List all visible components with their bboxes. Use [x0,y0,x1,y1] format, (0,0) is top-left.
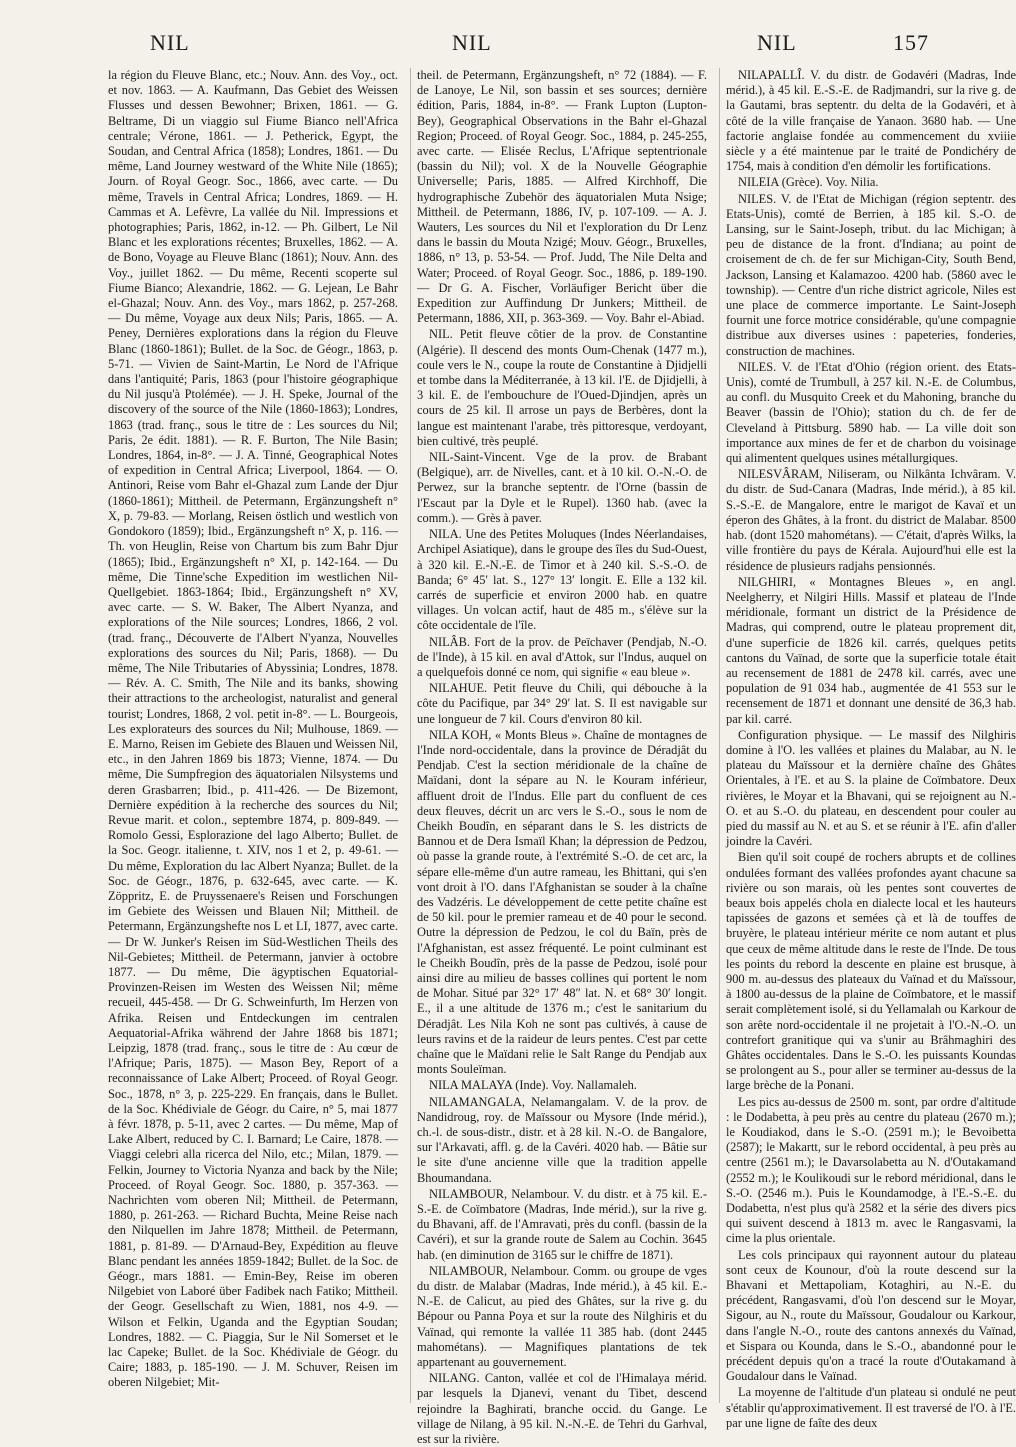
paragraph-cols: Les cols principaux qui rayonnent autour du plateau sont ceux de Kounour, d'où la route descend sur la Bhavani et Mettapoliam, Kotaghiri, au N.-E. du précédent, Rangasvami, d'où l'on descend sur le Moyar, Sigour, au N., route du Maïssour, Goudalour ou Karkour, dans l'angle N.-O., route des cantons annexés du Vaïnad, et Sispara ou Kounda, dans le S.-O., abandonné pour le précédent depuis qu'on a tracé la route d'Outakamand à Goudalour dans le Vaïnad. [726,1247,1016,1384]
column-divider [719,68,720,1403]
entry-nilapalli: NILAPALLÎ. V. du distr. de Godavéri (Madras, Inde mérid.), à 45 kil. E.-S.-E. de Radjmandri, sur la rive g. de la Gautami, bras septentr. du delta de la Godavéri, et à côté de la ville française de Yanaon. 3680 hab. — Une factorie anglaise fondée au commencement du xviiie siècle y a été maintenue par le traité de Pondichéry de 1754, mais à condition d'en démolir les fortifications. [726,68,1016,174]
running-head [0,30,1000,60]
entry-nil-algerie: NIL. Petit fleuve côtier de la prov. de Constantine (Algérie). Il descend des monts Oum-Chenak (1477 m.), coule vers le N., coupe la route de Constantine à Djidjelli et tombe dans la Méditerranée, à 13 kil. l'E. de Djidjelli, à 3 kil. E. de l'embouchure de l'Oued-Djindjen, après un cours de 25 kil. Il arrose un pays de Berbères, dont la langue est maintenant l'arabe, très pittoresque, verdoyant, bien cultivé, très peuplé. [417,327,707,448]
paragraph-pics: Les pics au-dessus de 2500 m. sont, par ordre d'altitude : le Dodabetta, à peu près au centre du plateau (2670 m.); le Koudiakod, dans le S.-O. (2591 m.); le Bevoibetta (2587); le Makartt, sur le rebord occidental, à peu près au centre (2561 m.); le Davarsolabetta au N. d'Outakamand (2552 m.); le Koulikoudi sur le rebord méridional, dans le S.-O. (2546 m.). Puis le Koundamodge, à l'E.-S.-E. du Dodabetta, n'est plus qu'à 2582 et la série des divers pics qui suivent descend à 1813 m. avec le Rangasvami, la cime la plus orientale. [726,1094,1016,1246]
paragraph-plateau: Bien qu'il soit coupé de rochers abrupts et de collines ondulées formant des vallées profondes ayant chacune sa rivière ou son marais, où les pentes sont couvertes de beaux bois appelés chola en dialecte local et les hauteurs tapissées de gazons et semées çà et là de touffes de bruyère, le plateau intérieur mérite ce nom autant et plus que ceux de même altitude dans le reste de l'Inde. De tous les points du rebord la descente en plaine est brusque, à 900 m. au-dessus des plateaux du Vaïnad et du Maïssour, à 1800 au-dessus de la plaine de Coïmbatore, et le massif serait complètement isolé, si du Yellamalah ou Karkour de son arête nord-occidentale il ne projetait à l'O.-N.-O. un contrefort granitique qui va s'unir au Brâhmaghiri des Ghâtes occidentales. Dans le S.-O. les puissants Koundas se prolongent au S., pour aller se terminer au-dessus de la large brèche de la Ponani. [726,850,1016,1093]
bibliography-continuation: theil. de Petermann, Ergänzungsheft, n° 72 (1884). — F. de Lanoye, Le Nil, son bassin et ses sources; dernière édition, Paris, 1884, in-8°. — Frank Lupton (Lupton-Bey), Geographical Observations in the Bahr el-Ghazal Region; Proceed. of Royal Geogr. Soc., 1884, p. 245-255, avec carte. — Elisée Reclus, L'Afrique septentrionale (bassin du Nil); vol. X de la Nouvelle Géographie Universelle; Paris, 1885. — Alfred Kirchhoff, Die hydrographische Zubehör des äquatorialen Muta Nsige; Mittheil. de Petermann, 1886, IV, p. 107-109. — A. J. Wauters, Les sources du Nil et l'exploration du Dr Lenz dans le bassin du Mouta Nzigé; Mouv. Géogr., Bruxelles, 1886, n° 13, p. 53-54. — Prof. Judd, The Nile Delta and Water; Proceed. of Royal Geogr. Soc., 1886, p. 189-190. — Dr G. A. Fischer, Vorläufiger Bericht über die Expedition zur Auffindung Dr Junkers; Mittheil. de Petermann, 1886, XII, p. 363-369. — Voy. Bahr el-Abiad. [417,68,707,326]
entry-niles-ohio: NILES. V. de l'Etat d'Ohio (région orient. des Etats-Unis), comté de Trumbull, à 257 kil. N.-E. de Columbus, au confl. du Musquito Creek et du Mahoning, branche du Beaver (bassin de l'Ohio); station du ch. de fer de Cleveland à Pittsburg. 5890 hab. — La ville doit son importance aux mines de fer et de charbon du voisinage qui alimentent quelques usines métallurgiques. [726,359,1016,466]
entry-nilahue: NILAHUE. Petit fleuve du Chili, qui débouche à la côte du Pacifique, par 34° 29′ lat. S. Il est navigable sur une longueur de 7 kil. Cours d'environ 80 kil. [417,681,707,726]
bibliography-continuation: la région du Fleuve Blanc, etc.; Nouv. Ann. des Voy., oct. et nov. 1863. — A. Kaufmann, Das Gebiet des Weissen Flusses und dessen Bewohner; Brixen, 1861. — G. Beltrame, Di un viaggio sul Fiume Bianco nell'Africa centrale; Vérone, 1861. — J. Petherick, Egypt, the Soudan, and Central Africa (1858); Londres, 1861. — Du même, Land Journey westward of the White Nile (1865); Journ. of Royal Geogr. Soc., 1866, avec carte. — Du même, Travels in Central Africa; Londres, 1869. — H. Cammas et A. Lefèvre, La vallée du Nil. Impressions et photographies; Paris, 1862, in-12. — Ph. Gilbert, Le Nil Blanc et les explorations récentes; Bruxelles, 1862. — A. de Bono, Voyage au Fleuve Blanc (1861); Nouv. Ann. des Voy., juillet 1862. — Du même, Recenti scoperte sul Fiume Bianco; Alexandrie, 1862. — G. Lejean, Le Bahr el-Ghazal; Nouv. Ann. des Voy., mars 1862, p. 257-268. — Du même, Voyage aux deux Nils; Paris, 1865. — A. Peney, Dernières explorations dans la région du Fleuve Blanc (1860-1861); Bullet. de la Soc. de Géogr., 1863, p. 5-71. — Vivien de Saint-Martin, Le Nord de l'Afrique dans l'antiquité; Paris, 1863 (pour l'histoire géographique du Nil jusqu'à Ptolémée). — J. H. Speke, Journal of the discovery of the source of the Nile (1860-1863); Londres, 1863 (trad. franç., sous le titre de : Les sources du Nil; Paris, 2e édit. 1881). — R. F. Burton, The Nile Basin; Londres, 1864, in-8°. — J. A. Tinné, Geographical Notes of expedition in Central Africa; Liverpool, 1864. — O. Antinori, Reise vom Bahr el-Ghazal zum Lande der Djur (1860-1861); Mittheil. de Petermann, Ergänzungsheft n° X, p. 79-83. — Morlang, Reisen östlich und westlich von Gondokoro (1859); Ibid., Ergänzungsheft n° X, p. 116. — Th. von Heuglin, Reise von Chartum bis zum Bahr Djur (1865); Ibid., Ergänzungsheft n° XI, p. 142-164. — Du même, Die Tinne'sche Expedition im westlichen Nil-Quellgebiet. 1863-1864; Ibid., Ergänzungsheft n° XV, avec carte. — S. W. Baker, The Albert Nyanza, and explorations of the Nile sources; Londres, 1866, 2 vol. (trad. franç., Découverte de l'Albert N'yanza, Nouvelles explorations des sources du Nil; Paris, 1868). — Du même, The Nile Tributaries of Abyssinia; Londres, 1878. — Rév. A. C. Smith, The Nile and its banks, showing their attractions to the archeologist, naturalist and general tourist; Londres, 1868, 2 vol. petit in-8°. — L. Bourgeois, Les explorateurs des sources du Nil; Mulhouse, 1869. — E. Marno, Reisen im Gebiete des Blauen und Weissen Nil, etc., in den Jahren 1869 bis 1873; Vienne, 1874. — Du même, Die Sumpfregion des äquatorialen Nilsystems und deren Grasbarren; Ibid., p. 411-426. — De Bizemont, Dernière expédition à la recherche des sources du Nil; Revue marit. et colon., septembre 1874, p. 809-849. — Romolo Gessi, Esplorazione del lago Alberto; Bullet. de la Soc. Geogr. italienne, t. XIV, nos 1 et 2, p. 49-61. — Du même, Exploration du lac Albert Nyanza; Bullet. de la Soc. de Géogr., 1876, p. 632-645, avec carte. — K. Zöppritz, E. de Pruyssenaere's Reisen und Forschungen im Gebiete des Weissen und Blauen Nil; Mittheil. de Petermann, Ergänzungshefte nos L et LI, 1877, avec carte. — Dr W. Junker's Reisen im Süd-Westlichen Theils des Nil-Gebietes; Mittheil. de Petermann, janvier à octobre 1877. — Du même, Die ägyptischen Equatorial-Provinzen-Reisen im Westen des Weissen Nil; même recueil, 445-458. — Dr G. Schweinfurth, Im Herzen von Afrika. Reisen und Entdeckungen im centralen Aequatorial-Afrika während der Jahre 1868 bis 1871; Leipzig, 1878 (trad. franç., sous le titre de : Au cœur de l'Afrique; Paris, 1875). — Mason Bey, Report of a reconnaissance of Lake Albert; Proceed. of Royal Geogr. Soc., 1878, n° 3, p. 225-229. En français, dans le Bullet. de la Soc. Khédiviale de Géogr. du Caire, n° 5, mai 1877 à févr. 1878, p. 5-11, avec 2 cartes. — Du même, Map of Lake Albert, reduced by C. I. Barnard; Le Caire, 1878. — Viaggi celebri alla ricerca del Nilo, etc.; Milan, 1879. — Felkin, Journey to Victoria Nyanza and back by the Nile; Proceed. of Royal Geogr. Soc. 1880, p. 357-363. — Nachrichten vom oberen Nil; Mittheil. de Petermann, 1880, p. 261-263. — Richard Buchta, Meine Reise nach den Nilquellen im Jahre 1878; Mittheil. de Petermann, 1881, p. 81-89. — D'Arnaud-Bey, Expédition au fleuve Blanc pendant les années 1859-1842; Bullet. de la Soc. de Géogr., mars 1881. — Emin-Bey, Reise im oberen Nilgebiet von Laboré über Fadibek nach Fatiko; Mittheil. der Geogr. Gesellschaft zu Wien, 1881, nos 4-9. — Wilson et Felkin, Uganda and the Egyptian Soudan; Londres, 1882. — C. Piaggia, Sur le Nil Somerset et le lac Capeke; Bullet. de la Soc. Khédiviale de Géogr. du Caire; 1883, p. 185-190. — J. M. Schuver, Reisen im oberen Nilgebiet; Mit- [108,68,398,1390]
entry-nileia: NILEIA (Grèce). Voy. Nilia. [738,175,879,190]
page-number: 157 [893,30,929,55]
entry-niles-michigan: NILES. V. de l'Etat de Michigan (région septentr. des Etats-Unis), comté de Berrien, à 185 kil. S.-O. de Lansing, sur le Saint-Joseph, tribut. du lac Michigan; à peu de distance de la front. d'Indiana; au point de croisement de ch. de fer sur Michigan-City, South Bend, Jackson, Lansing et Kalamazoo. 4200 hab. (5860 avec le township). — Centre d'un riche district agricole, Niles est une place de commerce importante. Le Saint-Joseph fournit une force motrice considérable, qu'une compagnie distribue aux diverses usines : papeteries, fonderies, construction de machines. [726,191,1016,358]
header-center-word: NIL [452,30,492,55]
text-column-right [726,68,1016,1430]
entry-nila: NILA. Une des Petites Moluques (Indes Néerlandaises, Archipel Asiatique), dans le groupe des îles du Sud-Ouest, à 320 kil. E.-N.-E. de Timor et à 240 kil. S.-S.-O. de Banda; 6° 45′ lat. S., 127° 13′ longit. E. Elle a 132 kil. carrés de superficie et environ 2000 hab. en quatre villages. Un volcan actif, haut de 485 m., s'élève sur la côte occidentale de l'île. [417,527,707,633]
entry-nilambour-2: NILAMBOUR, Nelambour. Comm. ou groupe de vges du distr. de Malabar (Madras, Inde mérid.), à 45 kil. E.-N.-E. de Calicut, au pied des Ghâtes, sur la rive g. du Bépour ou Panna Poya et sur la route des Nilghiris et du Vaïnad, qui remonte la vallée 11 385 hab. (dont 2445 mahométans). — Magnifiques plantations de tek appartenant au gouvernement. [417,1263,707,1370]
entry-nilamangala: NILAMANGALA, Nelamangalam. V. de la prov. de Nandidroug, roy. de Maïssour ou Mysore (Inde mérid.), ch.-l. de sous-distr., distr. et à 28 kil. N.-O. de Bangalore, sur l'Arkavati, affl. g. de la Cavéri. 4020 hab. — Bâtie sur le site d'une ancienne ville que la tradition appelle Bhoumandana. [417,1094,707,1185]
entry-nila-malaya: NILA MALAYA (Inde). Voy. Nallamaleh. [429,1078,637,1093]
entry-nila-koh: NILA KOH, « Monts Bleus ». Chaîne de montagnes de l'Inde nord-occidentale, dans la province de Déradjât du Pendjab. C'est la section méridionale de la chaîne de Maïdani, dont la sépare au N. le Kouram inférieur, affluent droit de l'Indus. Elle part du confluent de ces deux fleuves, décrit un arc vers le S.-O., sous le nom de Cheikh Boudîn, en séparant dans le S. les districts de Bannou et de Dera Ismaïl Khan; la dépression de Pedzou, où passe la grande route, à l'extrémité S.-O. de cet arc, la sépare elle-même d'un autre rameau, les Bhittani, qui s'en vont droit à l'O. dans l'Afghanistan se souder à la chaîne des Vadzéris. Le développement de cette petite chaîne est de 50 kil. pour le premier rameau et de 40 pour le second. Outre la dépression de Pedzou, le col du Baïn, près de l'Afghanistan, est assez fréquenté. Le point culminant est le Cheikh Boudîn, près de la passe de Pedzou, isolé pour ainsi dire au milieu de basses collines qui portent le nom de Mohar. Situé par 32° 17′ 48″ lat. N. et 68° 30′ longit. E., il a une altitude de 1376 m.; c'est le sanitarium du Déradjât. Les Nila Koh ne sont pas cultivés, à cause de leurs ravins et de la raideur de leurs pentes. C'est par cette chaîne que le Maïdani relie le Salt Range du Pendjab aux monts Souleïman. [417,727,707,1077]
header-left-word: NIL [150,30,190,55]
paragraph-altitude: La moyenne de l'altitude d'un plateau si ondulé ne peut s'établir qu'approximativement. Il est traversé de l'O. à l'E. par une ligne de faîte des deux [726,1385,1016,1430]
text-column-left [108,68,398,1403]
text-column-middle [417,68,707,1447]
section-configuration-physique: Configuration physique. — Le massif des Nilghiris domine à l'O. les vallées et plaines du Malabar, au N. le plateau du Maïssour et la dernière chaîne des Ghâtes Orientales, à l'E. et au S. la plaine de Coïmbatore. Deux rivières, le Moyar et la Bhavani, qui se rejoignent au N.-O. et au S.-O. du plateau, en descendent pour couler au pied du massif au N. et au S. et se réunir à l'E. afin d'aller joindre la Cavéri. [726,727,1016,849]
entry-nilambour-1: NILAMBOUR, Nelambour. V. du distr. et à 75 kil. E.-S.-E. de Coïmbatore (Madras, Inde mérid.), sur la rive g. du Bhavani, aff. de l'Amravati, près du confl. (bassin de la Cavéri), et sur la grande route de Salem au Cochin. 3645 hab. (en diminution de 3165 sur le chiffre de 1871). [417,1186,707,1262]
header-right-word: NIL [757,30,797,55]
column-divider [410,68,411,1403]
entry-nilang: NILANG. Canton, vallée et col de l'Himalaya mérid. par lesquels la Djanevi, venant du Tibet, descend rejoindre la Baghirati, branche occid. du Gange. Le village de Nilang, à 95 kil. N.-N.-E. de Tehri du Garhval, est sur la rivière. [417,1371,707,1447]
entry-nilesvaram: NILESVÂRAM, Niliseram, ou Nilkânta Ichvâram. V. du distr. de Sud-Canara (Madras, Inde mérid.), à 85 kil. S.-S.-E. de Mangalore, entre le marigot de Kavaï et un éperon des Ghâtes, à la front. du district de Malabar. 8500 hab. (dont 1520 mahométans). — C'était, d'après Wilks, la ville frontière du pays de Kérala. Aujourd'hui elle est la résidence de plusieurs radjahs pensionnés. [726,467,1016,573]
entry-nilab: NILÂB. Fort de la prov. de Peïchaver (Pendjab, N.-O. de l'Inde), à 15 kil. en aval d'Attok, sur l'Indus, auquel on a quelquefois donné ce nom, qui signifie « eau bleue ». [417,634,707,679]
entry-nil-saint-vincent: NIL-Saint-Vincent. Vge de la prov. de Brabant (Belgique), arr. de Nivelles, cant. et à 10 kil. O.-N.-O. de Perwez, sur la branche septentr. de l'Orne (bassin de l'Escaut par la Dyle et le Rupel). 1360 hab. (avec la comm.). — Grès à paver. [417,450,707,525]
entry-nilghiri: NILGHIRI, « Montagnes Bleues », en angl. Neelgherry, et Nilgiri Hills. Massif et plateau de l'Inde méridionale, formant un district de la Présidence de Madras, qui comprend, outre le plateau proprement dit, d'une superficie de 1826 kil. carrés, quelques petits cantons du Vaïnad, de sorte que la superficie totale était au recensement de 1881 de 2478 kil. carrés, avec une population de 91 034 hab., augmentée de 41 553 sur le recensement de 1871 et donnant une densité de 36,3 hab. par kil. carré. [726,574,1016,726]
